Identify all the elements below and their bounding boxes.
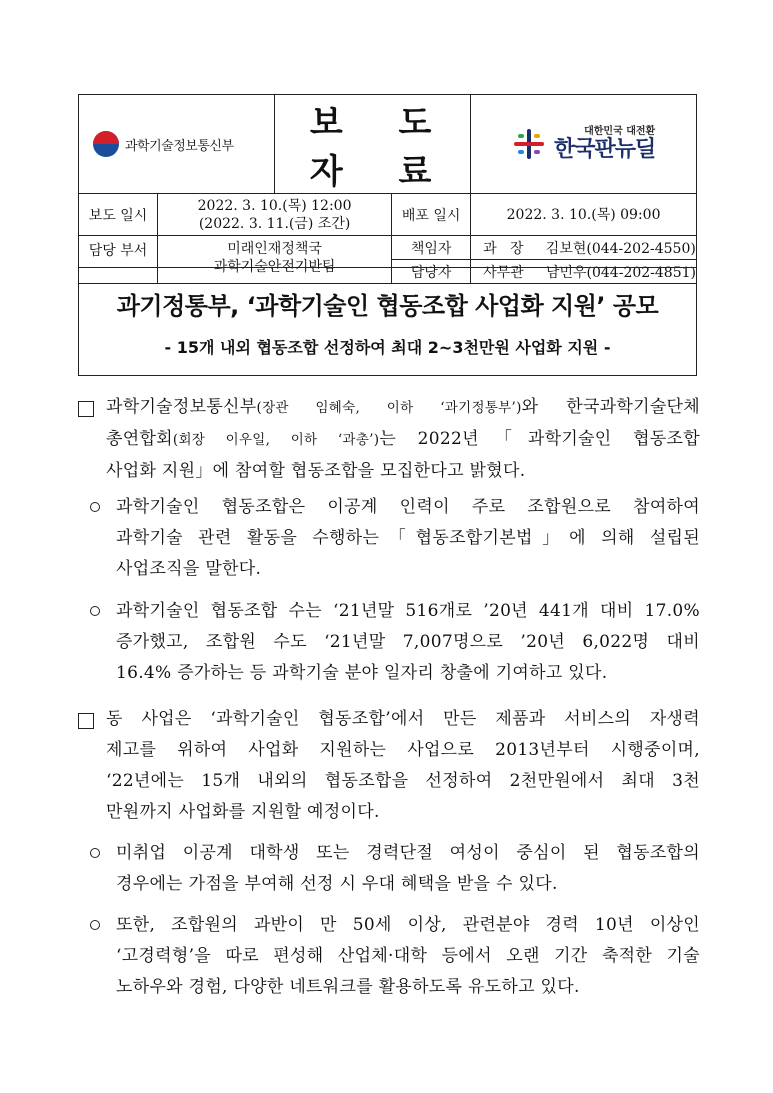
bullet-circle-icon bbox=[90, 606, 100, 616]
dept-label: 담당 부서 bbox=[79, 236, 158, 284]
p1-line2-c: 는 2022년「과학기술인 협동조합 bbox=[379, 429, 700, 449]
dist-date-label: 배포 일시 bbox=[392, 194, 471, 236]
p3-line1: 과학기술인 협동조합 수는 ‘21년말 516개로 ’20년 441개 대비 17.0% bbox=[116, 601, 700, 621]
p4-line2: 제고를 위하여 사업화 지원하는 사업으로 2013년부터 시행중이며, bbox=[106, 740, 700, 760]
p1-line2-a: 총연합회 bbox=[106, 429, 173, 449]
p2-line2: 과학기술 관련 활동을 수행하는「협동조합기본법」에 의해 설립된 bbox=[116, 528, 700, 548]
newdeal-logo-cell bbox=[471, 95, 697, 194]
dept-line2: 과학기술안전기반팀 bbox=[213, 259, 336, 275]
p1-line1-b: (장관 임혜숙, 이하 ‘과기정통부’) bbox=[256, 400, 522, 416]
newdeal-slogan-small: 대한민국 대전환 bbox=[584, 126, 656, 138]
newdeal-slogan-big: 한국판뉴딜 bbox=[553, 136, 656, 162]
report-date-line1: 2022. 3. 10.(목) 12:00 bbox=[197, 197, 352, 214]
p1-line2-b: (회장 이우일, 이하 ‘과총’) bbox=[172, 432, 380, 448]
bullet-circle-icon bbox=[90, 502, 100, 512]
report-date-label: 보도 일시 bbox=[79, 194, 158, 236]
paragraph-3 bbox=[116, 596, 700, 689]
press-header-table bbox=[78, 94, 697, 284]
paragraph-6 bbox=[116, 910, 700, 1003]
bullet-square-icon bbox=[78, 401, 94, 417]
headline-subtitle: - 15개 내외 협동조합 선정하여 최대 2~3천만원 사업화 지원 - bbox=[164, 338, 611, 357]
dist-date-value: 2022. 3. 10.(목) 09:00 bbox=[471, 194, 697, 236]
p5-line2: 경우에는 가점을 부여해 선정 시 우대 혜택을 받을 수 있다. bbox=[116, 874, 558, 894]
p6-line1: 또한, 조합원의 과반이 만 50세 이상, 관련분야 경력 10년 이상인 bbox=[116, 915, 700, 935]
p1-line3: 사업화 지원」에 참여할 협동조합을 모집한다고 밝혔다. bbox=[106, 461, 526, 481]
doc-type-cell bbox=[275, 95, 471, 194]
p5-line1: 미취업 이공계 대학생 또는 경력단절 여성이 중심이 된 협동조합의 bbox=[116, 843, 700, 863]
contact-value: 사무관 남민우(044-202-4851) bbox=[471, 260, 697, 284]
p2-line1: 과학기술인 협동조합은 이공계 인력이 주로 조합원으로 참여하여 bbox=[116, 497, 700, 517]
p4-line4: 만원까지 사업화를 지원할 예정이다. bbox=[106, 802, 380, 822]
paragraph-1 bbox=[106, 392, 700, 487]
dept-line1: 미래인재정책국 bbox=[227, 241, 322, 257]
report-date-value bbox=[158, 194, 392, 236]
p2-line3: 사업조직을 말한다. bbox=[116, 559, 262, 579]
bullet-circle-icon bbox=[90, 920, 100, 930]
paragraph-4 bbox=[106, 704, 700, 828]
p6-line3: 노하우와 경험, 다양한 네트워크를 활용하도록 유도하고 있다. bbox=[116, 977, 580, 997]
headline-box bbox=[78, 267, 697, 376]
paragraph-2 bbox=[116, 492, 700, 585]
ministry-emblem-icon bbox=[93, 131, 119, 157]
p6-line2: ‘고경력형’을 따로 편성해 산업체·대학 등에서 오랜 기간 축적한 기술 bbox=[116, 946, 700, 966]
paragraph-5 bbox=[116, 838, 700, 900]
ministry-logo-cell bbox=[79, 95, 275, 194]
newdeal-logo-icon bbox=[512, 127, 546, 161]
bullet-square-icon bbox=[78, 713, 94, 729]
report-date-line2: (2022. 3. 11.(금) 조간) bbox=[198, 215, 351, 232]
bullet-circle-icon bbox=[90, 848, 100, 858]
ministry-name: 과학기술정보통신부 bbox=[125, 138, 234, 154]
p3-line2: 증가했고, 조합원 수도 ‘21년말 7,007명으로 ’20년 6,022명 대비 bbox=[116, 632, 700, 652]
p3-line3: 16.4% 증가하는 등 과학기술 분야 일자리 창출에 기여하고 있다. bbox=[116, 663, 608, 683]
contact-label: 담당자 bbox=[392, 260, 471, 284]
p4-line1: 동 사업은 ‘과학기술인 협동조합’에서 만든 제품과 서비스의 자생력 bbox=[106, 709, 700, 729]
manager-label: 책임자 bbox=[392, 236, 471, 260]
p4-line3: ‘22년에는 15개 내외의 협동조합을 선정하여 2천만원에서 최대 3천 bbox=[106, 771, 700, 791]
headline-title: 과기정통부, ‘과학기술인 협동조합 사업화 지원’ 공모 bbox=[116, 292, 659, 320]
doc-type-title: 보 도 자 료 bbox=[309, 103, 454, 192]
p1-line1-c: 와 한국과학기술단체 bbox=[521, 397, 701, 417]
manager-value: 과 장 김보현(044-202-4550) bbox=[471, 236, 697, 260]
p1-line1-a: 과학기술정보통신부 bbox=[106, 397, 257, 417]
